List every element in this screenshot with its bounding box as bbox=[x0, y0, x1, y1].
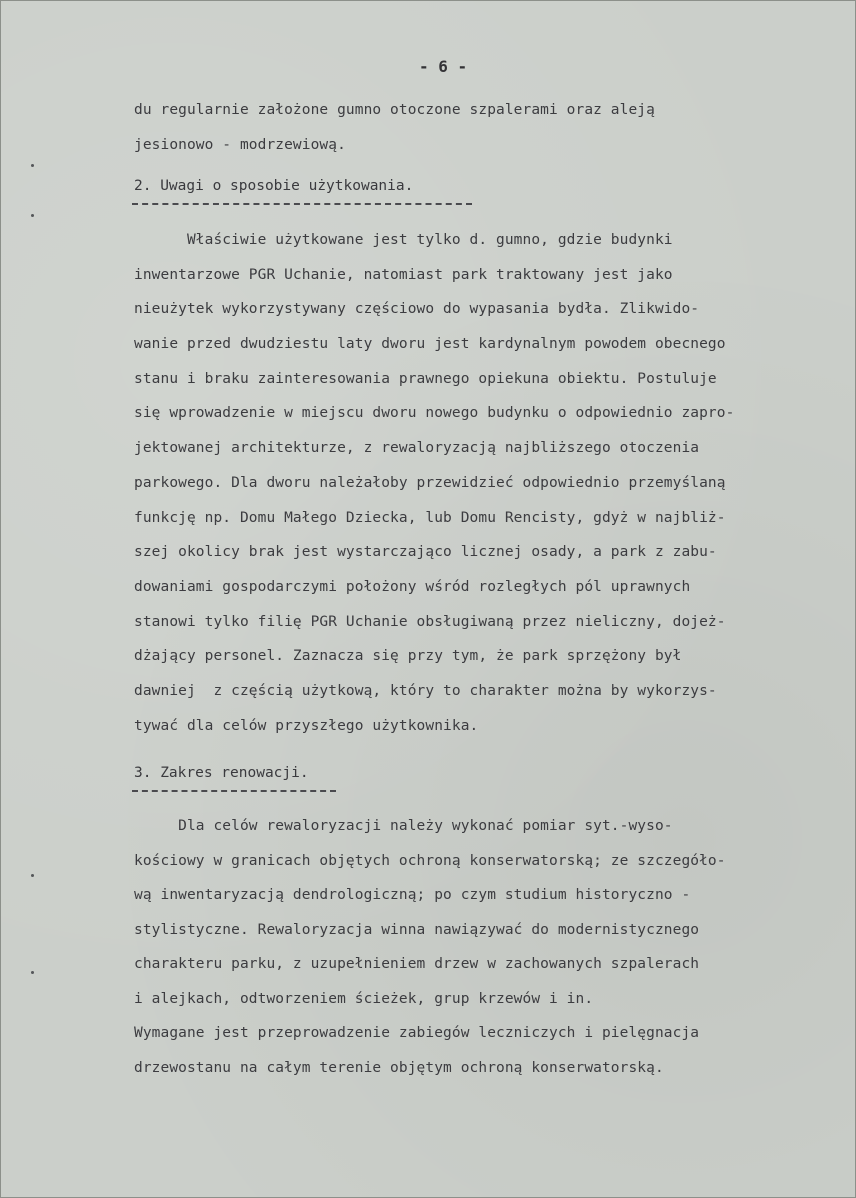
section-heading: 2. Uwagi o sposobie użytkowania. bbox=[134, 178, 414, 194]
text-line: stanowi tylko filię PGR Uchanie obsługiwaną przez nieliczny, dojeż- bbox=[134, 614, 726, 630]
text-line: dawniej z częścią użytkową, który to charakter można by wykorzys- bbox=[134, 683, 717, 699]
heading-underline bbox=[132, 790, 336, 792]
margin-mark bbox=[31, 214, 34, 217]
text-line: szej okolicy brak jest wystarczająco licznej osady, a park z zabu- bbox=[134, 544, 717, 560]
text-line: dowaniami gospodarczymi położony wśród rozległych pól uprawnych bbox=[134, 579, 691, 595]
text-line: nieużytek wykorzystywany częściowo do wypasania bydła. Zlikwido- bbox=[134, 301, 700, 317]
text-line: Właściwie użytkowane jest tylko d. gumno, gdzie budynki bbox=[134, 232, 673, 248]
section-heading: 3. Zakres renowacji. bbox=[134, 765, 309, 781]
text-line: funkcję np. Domu Małego Dziecka, lub Domu Rencisty, gdyż w najbliż- bbox=[134, 510, 726, 526]
text-line: du regularnie założone gumno otoczone szpalerami oraz aleją bbox=[134, 102, 655, 118]
text-line: stylistyczne. Rewaloryzacja winna nawiązywać do modernistycznego bbox=[134, 922, 700, 938]
text-line: wanie przed dwudziestu laty dworu jest kardynalnym powodem obecnego bbox=[134, 336, 726, 352]
heading-underline bbox=[132, 203, 472, 205]
text-line: i alejkach, odtworzeniem ścieżek, grup krzewów i in. bbox=[134, 991, 594, 1007]
text-line: stanu i braku zainteresowania prawnego opiekuna obiektu. Postuluje bbox=[134, 371, 717, 387]
text-line: parkowego. Dla dworu należałoby przewidzieć odpowiednio przemyślaną bbox=[134, 475, 726, 491]
text-line: Dla celów rewaloryzacji należy wykonać pomiar syt.-wyso- bbox=[134, 818, 673, 834]
text-line: wą inwentaryzacją dendrologiczną; po czym studium historyczno - bbox=[134, 887, 691, 903]
text-line: drzewostanu na całym terenie objętym ochroną konserwatorską. bbox=[134, 1060, 664, 1076]
margin-mark bbox=[31, 164, 34, 167]
margin-mark bbox=[31, 971, 34, 974]
text-line: kościowy w granicach objętych ochroną konserwatorską; ze szczegóło- bbox=[134, 853, 726, 869]
text-line: jesionowo - modrzewiową. bbox=[134, 137, 346, 153]
margin-mark bbox=[31, 874, 34, 877]
text-line: jektowanej architekturze, z rewaloryzacją najbliższego otoczenia bbox=[134, 440, 700, 456]
page-number: - 6 - bbox=[419, 57, 468, 76]
text-line: dżający personel. Zaznacza się przy tym, że park sprzężony był bbox=[134, 648, 682, 664]
text-line: tywać dla celów przyszłego użytkownika. bbox=[134, 718, 479, 734]
text-line: się wprowadzenie w miejscu dworu nowego budynku o odpowiednio zapro- bbox=[134, 405, 735, 421]
text-line: inwentarzowe PGR Uchanie, natomiast park traktowany jest jako bbox=[134, 267, 673, 283]
text-line: Wymagane jest przeprowadzenie zabiegów leczniczych i pielęgnacja bbox=[134, 1025, 700, 1041]
text-line: charakteru parku, z uzupełnieniem drzew w zachowanych szpalerach bbox=[134, 956, 700, 972]
